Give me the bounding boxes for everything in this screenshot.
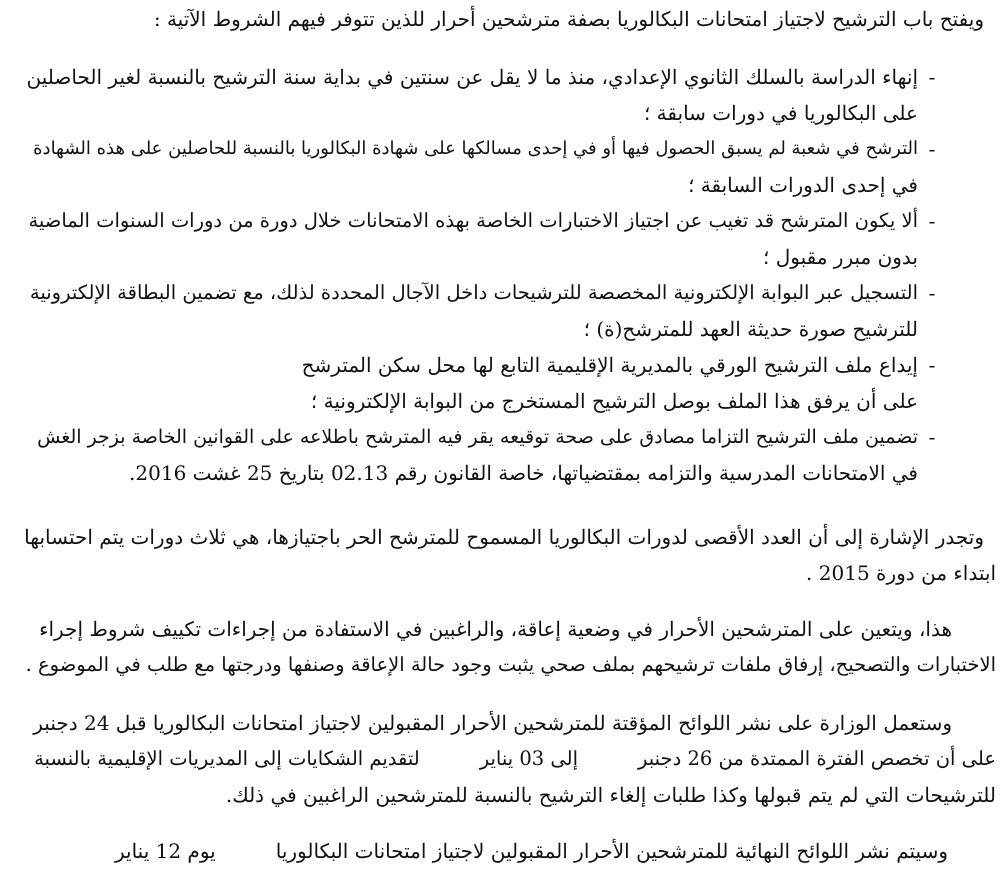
max-sessions-line-1: وتجدر الإشارة إلى أن العدد الأقصى لدورات البكالوريا المسموح للمترشح الحر باجتيازها، هي ثلاث دورات يتم احتسابها [24,525,984,549]
bullet-mark: - [928,209,936,233]
provisional-line-2 [34,744,996,774]
provisional-line-3: للترشيحات التي لم يتم قبولها وكذا طلبات إلغاء الترشيح بالنسبة للمترشحين الراغبين في ذلك. [225,783,996,807]
bullet-2-line-1: الترشح في شعبة لم يسبق الحصول فيها أو في إحدى مسالكها على شهادة البكالوريا بالنسبة للحاصلين على هذه الشهادة [33,138,918,159]
bullet-mark: - [928,65,936,89]
final-lists-part-b: يوم 12 يناير [114,839,216,863]
bullet-1-line-1: إنهاء الدراسة بالسلك الثانوي الإعدادي، منذ ما لا يقل عن سنتين في بداية سنة الترشيح بالنسبة لغير الحاصلين [26,65,918,89]
bullet-3-line-1: ألا يكون المترشح قد تغيب عن اجتياز الاختبارات الخاصة بهذه الامتحانات خلال دورة من دورات السنوات الماضية [28,209,918,232]
bullet-mark: - [928,425,936,449]
intro-line: ويفتح باب الترشيح لاجتياز امتحانات البكالوريا بصفة مترشحين أحرار للذين تتوفر فيهم الشروط الآتية : [153,7,984,31]
bullet-1-line-2: على البكالوريا في دورات سابقة ؛ [643,101,918,125]
bullet-mark: - [928,137,936,161]
bullet-3-line-2: بدون مبرر مقبول ؛ [762,245,918,269]
bullet-5-line-1: إيداع ملف الترشيح الورقي بالمديرية الإقليمية التابع لها محل سكن المترشح [301,353,918,377]
provisional-line-2-part-a: على أن تخصص الفترة الممتدة من 26 دجنبر [638,747,996,770]
bullet-4-line-2: للترشيح صورة حديثة العهد للمترشح(ة) ؛ [583,317,918,341]
bullet-mark: - [928,353,936,377]
bullet-2-line-2: في إحدى الدورات السابقة ؛ [688,173,918,197]
provisional-line-2-part-b: إلى 03 يناير [479,747,578,770]
bullet-4-line-1: التسجيل عبر البوابة الإلكترونية المخصصة للترشيحات داخل الآجال المحددة لذلك، مع تضمين البطاقة الإلكترونية [29,281,918,304]
bullet-6-line-1: تضمين ملف الترشيح التزاما مصادق على صحة توقيعه يقر فيه المترشح باطلاعه على القوانين الخاصة بزجر الغش [37,426,918,448]
max-sessions-line-2: ابتداء من دورة 2015 . [806,561,996,585]
bullet-mark: - [928,281,936,305]
final-lists-line [115,836,948,866]
bullet-5-line-2: على أن يرفق هذا الملف بوصل الترشيح المستخرج من البوابة الإلكترونية ؛ [310,389,918,413]
final-lists-part-a: وسيتم نشر اللوائح النهائية للمترشحين الأحرار المقبولين لاجتياز امتحانات البكالوريا [275,839,948,863]
disability-line-2: الاختبارات والتصحيح، إرفاق ملفات ترشيحهم بملف صحي يثبت وجود حالة الإعاقة وصنفها ودرجتها مع طلب في الموضوع . [25,653,996,676]
provisional-line-1: وستعمل الوزارة على نشر اللوائح المؤقتة للمترشحين الأحرار المقبولين لاجتياز امتحانات البكالوريا قبل 24 دجنبر [33,711,952,735]
provisional-line-2-part-c: لتقديم الشكايات إلى المديريات الإقليمية بالنسبة [34,747,420,770]
bullet-6-line-2: في الامتحانات المدرسية والتزامه بمقتضياتها، خاصة القانون رقم 02.13 بتاريخ 25 غشت 2016. [129,461,918,485]
disability-line-1: هذا، ويتعين على المترشحين الأحرار في وضعية إعاقة، والراغبين في الاستفادة من إجراءات تكييف شروط إجراء [39,617,952,641]
